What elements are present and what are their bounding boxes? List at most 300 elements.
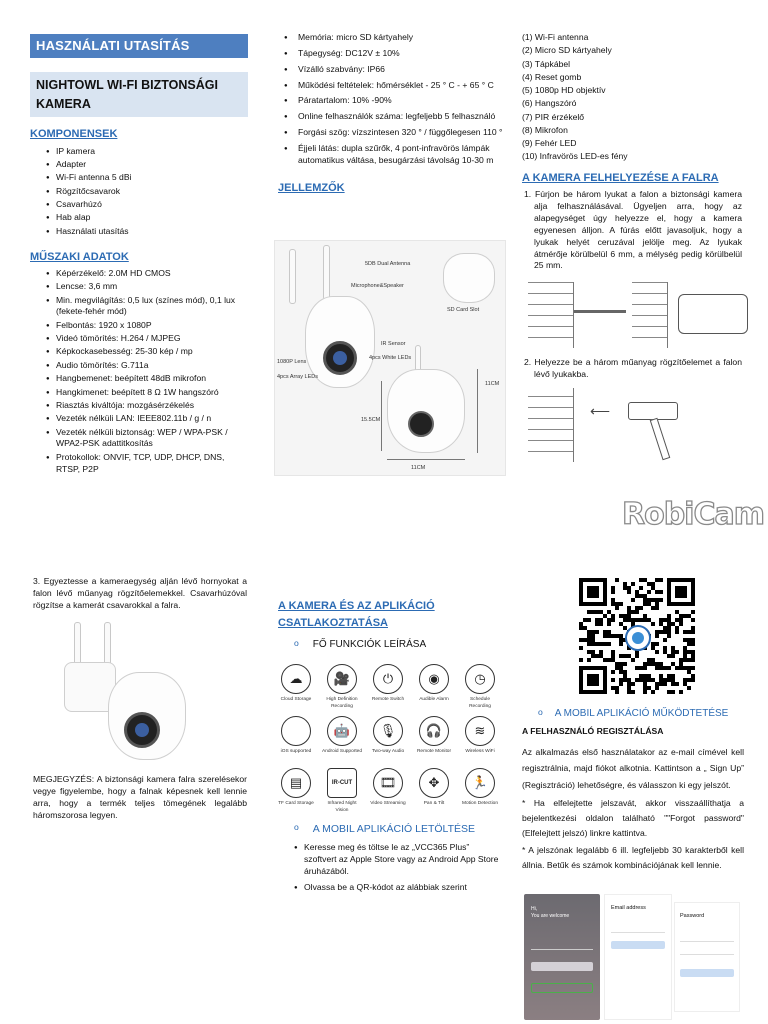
qr-module — [663, 650, 667, 654]
list-item: ● Képérzékelő: 2.0M HD CMOS — [30, 268, 248, 280]
qr-module — [587, 630, 591, 634]
feature-item — [414, 716, 454, 756]
qr-module — [691, 630, 695, 634]
qr-module — [643, 666, 647, 670]
password-input[interactable] — [680, 935, 734, 942]
qr-module — [675, 650, 679, 654]
drill-bit — [574, 310, 626, 313]
qr-module — [643, 662, 647, 666]
qr-module — [623, 586, 627, 590]
qr-module — [647, 618, 651, 622]
qr-module — [647, 582, 651, 586]
qr-module — [667, 630, 671, 634]
qr-module — [659, 678, 663, 682]
qr-module — [691, 654, 695, 658]
list-item: ● Olvassa be a QR-kódot az alábbiak szerint — [278, 882, 503, 894]
qr-module — [635, 618, 639, 622]
list-item: ● Működési feltételek: hőmérséklet - 25 ° C - + 65 ° C — [278, 80, 503, 92]
password-label: Password — [680, 913, 705, 919]
qr-module — [675, 618, 679, 622]
step-3-text: 3. Egyeztesse a kameraegység alján lévő hornyokat a falon lévő műanyag rögzítőelemekkel. Csavarhúzóval rögzítse a kamerát csavarokkal a falra. — [33, 576, 247, 610]
hammer-illustration — [528, 388, 728, 462]
ir-cut-icon: IR-CUT — [327, 768, 357, 798]
qr-module — [619, 670, 623, 674]
qr-module — [679, 662, 683, 666]
qr-module — [615, 606, 619, 610]
qr-module — [683, 650, 687, 654]
list-item: ● Min. megvilágítás: 0,5 lux (színes mód), 0,1 lux (fekete-fehér mód) — [30, 295, 248, 319]
qr-module — [639, 594, 643, 598]
list-item: ● Hangkimenet: beépített 8 Ω 1W hangszóró — [30, 387, 248, 399]
bullet-icon: o — [294, 822, 299, 832]
qr-module — [691, 666, 695, 670]
qr-module — [583, 618, 587, 622]
email-input[interactable] — [611, 925, 665, 933]
qr-module — [655, 682, 659, 686]
qr-module — [611, 678, 615, 682]
list-item: (7) PIR érzékelő — [522, 111, 585, 122]
qr-module — [607, 610, 611, 614]
qr-module — [651, 678, 655, 682]
qr-code-graphic — [578, 576, 696, 696]
qr-module — [667, 666, 671, 670]
features-heading: JELLEMZŐK — [278, 181, 345, 194]
step-2-text: 2. Helyezze be a három műanyag rögzítőelemet a falon lévő lyukakba. — [524, 357, 742, 379]
qr-module — [635, 654, 639, 658]
qr-module — [643, 578, 647, 582]
feature-label: Motion Detection — [462, 801, 498, 806]
list-item: (5) 1080p HD objektív — [522, 85, 606, 95]
feature-item — [276, 664, 316, 704]
qr-module — [655, 630, 659, 634]
feature-label: Audible Alarm — [419, 697, 449, 702]
qr-module — [627, 610, 631, 614]
qr-module — [679, 614, 683, 618]
list-item: ● Memória: micro SD kártyahely — [278, 32, 503, 44]
registration-heading: A FELHASZNÁLÓ REGISZTÁLÁSA — [522, 725, 664, 736]
qr-module — [635, 606, 639, 610]
qr-module — [663, 666, 667, 670]
qr-module — [659, 674, 663, 678]
qr-module — [671, 650, 675, 654]
qr-module — [579, 658, 583, 662]
qr-module — [627, 690, 631, 694]
qr-module — [587, 638, 591, 642]
qr-module — [667, 690, 671, 694]
qr-module — [603, 642, 607, 646]
qr-module — [639, 586, 643, 590]
qr-module — [611, 618, 615, 622]
specs-heading: MŰSZAKI ADATOK — [30, 250, 129, 263]
qr-module — [663, 626, 667, 630]
qr-module — [647, 686, 651, 690]
functions-heading: FŐ FUNKCIÓK LEÍRÁSA — [312, 639, 427, 651]
feature-label: Remote Switch — [371, 697, 405, 702]
list-item: (8) Mikrofon — [522, 124, 568, 135]
list-item: ● Forgási szög: vízszintesen 320 ° / függőlegesen 110 ° — [278, 127, 503, 139]
welcome-input[interactable] — [531, 940, 593, 950]
qr-module — [607, 622, 611, 626]
qr-module — [595, 618, 599, 622]
qr-module — [659, 630, 663, 634]
qr-module — [667, 626, 671, 630]
antenna-left — [289, 249, 296, 304]
qr-module — [635, 610, 639, 614]
qr-module — [595, 642, 599, 646]
qr-module — [623, 614, 627, 618]
password-rules-text: * A jelszónak legalább 6 ill. legfeljebb 30 karakterből kell állnia. Betűk és számok kombinációjának kell lennie. — [522, 845, 744, 871]
feature-label: Schedule Recording — [469, 697, 491, 709]
qr-module — [599, 618, 603, 622]
qr-module — [659, 622, 663, 626]
qr-module — [655, 578, 659, 582]
feature-label: Android Supported — [322, 749, 363, 754]
qr-module — [671, 646, 675, 650]
qr-module — [631, 610, 635, 614]
robicam-logo: RobiCam — [622, 497, 764, 532]
app-heading: A MOBIL APLIKÁCIÓ MŰKÖDTETÉSE — [554, 708, 729, 719]
qr-module — [675, 626, 679, 630]
list-item: (3) Tápkábel — [522, 58, 571, 69]
qr-module — [659, 598, 663, 602]
qr-module — [579, 622, 583, 626]
qr-module — [683, 666, 687, 670]
qr-module — [687, 658, 691, 662]
qr-module — [579, 638, 583, 642]
qr-module — [663, 682, 667, 686]
list-item: ● Használati utasítás — [30, 226, 248, 238]
qr-module — [691, 658, 695, 662]
qr-module — [663, 618, 667, 622]
qr-module — [579, 646, 583, 650]
qr-module — [591, 638, 595, 642]
microphone-icon: 🎙 — [373, 716, 403, 746]
qr-module — [655, 602, 659, 606]
qr-module — [579, 626, 583, 630]
qr-module — [683, 682, 687, 686]
feature-item — [322, 768, 362, 814]
brick-wall-left — [528, 282, 574, 348]
registration-text: Az alkalmazás első használatakor az e-mail címével kell regisztrálnia, majd fiókot alkotnia. Kattintson a „ Sign Up” (Regisztráció) lehetőségre, és válasszon ki egy jelszót. — [522, 746, 744, 791]
qr-module — [691, 610, 695, 614]
password-confirm-input[interactable] — [680, 948, 734, 955]
feature-label: Remote Monitor — [416, 749, 452, 754]
qr-module — [675, 610, 679, 614]
qr-module — [663, 678, 667, 682]
email-next-button[interactable] — [611, 941, 665, 949]
list-item: ● Hangbemenet: beépített 48dB mikrofon — [30, 373, 248, 385]
qr-module — [667, 622, 671, 626]
qr-module — [667, 618, 671, 622]
qr-module — [651, 662, 655, 666]
qr-module — [591, 654, 595, 658]
qr-module — [639, 666, 643, 670]
qr-module — [631, 582, 635, 586]
feature-item — [322, 664, 362, 710]
qr-module — [651, 622, 655, 626]
download-list — [278, 842, 503, 893]
antenna-right — [323, 245, 330, 300]
sign-up-button[interactable] — [531, 983, 593, 993]
list-item: ● Rögzítőcsavarok — [30, 186, 248, 198]
qr-module — [631, 618, 635, 622]
qr-module — [619, 614, 623, 618]
list-item: ● Adapter — [30, 159, 248, 171]
qr-module — [659, 666, 663, 670]
forgot-password-text: * Ha elfelejtette jelszavát, akkor visszaállíthatja a bejelentkezési oldalon található ""Forgot password" (Elfelejtett jelszó) linkre kattintva. — [522, 797, 744, 838]
feature-icon-grid — [276, 664, 506, 816]
qr-module — [671, 682, 675, 686]
video-camera-icon: 🎥 — [327, 664, 357, 694]
qr-module — [587, 650, 591, 654]
qr-module — [639, 678, 643, 682]
list-item: ● Riasztás kiváltója: mozgásérzékelés — [30, 400, 248, 412]
qr-module — [691, 638, 695, 642]
qr-module — [607, 642, 611, 646]
qr-module — [615, 686, 619, 690]
qr-module — [651, 606, 655, 610]
qr-module — [687, 686, 691, 690]
hammer-head — [628, 402, 678, 420]
qr-module — [591, 610, 595, 614]
qr-module — [627, 686, 631, 690]
note-text: MEGJEGYZÉS: A biztonsági kamera falra szerelésekor vegye figyelembe, hogy a falnak képesnek kell lennie arra, hogy a termék teljes tömegének legalább háromszorosa legyen. — [33, 774, 247, 820]
column-6 — [522, 707, 744, 873]
column-3 — [522, 32, 742, 272]
feature-label: Infrared Night Vision — [327, 801, 357, 813]
power-icon: ⏻ — [373, 664, 403, 694]
drill-illustration — [528, 282, 760, 348]
qr-module — [671, 674, 675, 678]
qr-module — [643, 678, 647, 682]
brick-wall-right — [632, 282, 668, 348]
qr-center-lens — [632, 632, 644, 644]
qr-module — [687, 642, 691, 646]
qr-module — [607, 658, 611, 662]
qr-module — [611, 602, 615, 606]
welcome-button[interactable] — [531, 962, 593, 971]
qr-module — [651, 690, 655, 694]
qr-module — [683, 614, 687, 618]
qr-module — [623, 626, 627, 630]
dimension-line-horizontal — [387, 459, 465, 460]
bullet-icon: o — [294, 638, 299, 649]
parts-list — [522, 32, 742, 163]
lens-center — [333, 351, 347, 365]
qr-module — [627, 682, 631, 686]
qr-module — [611, 654, 615, 658]
feature-item — [460, 768, 500, 808]
qr-module — [631, 658, 635, 662]
qr-module — [643, 614, 647, 618]
qr-module — [607, 634, 611, 638]
camera-features-diagram — [274, 240, 506, 476]
qr-finder — [675, 586, 687, 598]
list-item: ● Páratartalom: 10% -90% — [278, 95, 503, 107]
qr-module — [659, 682, 663, 686]
label-white-leds: 4pcs White LEDs — [369, 355, 412, 361]
qr-module — [615, 602, 619, 606]
qr-module — [647, 602, 651, 606]
qr-module — [639, 578, 643, 582]
qr-module — [587, 658, 591, 662]
qr-module — [667, 678, 671, 682]
qr-module — [631, 622, 635, 626]
qr-module — [599, 610, 603, 614]
qr-module — [663, 646, 667, 650]
qr-module — [591, 634, 595, 638]
qr-module — [627, 614, 631, 618]
feature-label: Wireless WiFi — [465, 749, 495, 754]
feature-label: Video Streaming — [370, 801, 406, 806]
qr-module — [663, 630, 667, 634]
qr-module — [639, 606, 643, 610]
qr-module — [623, 618, 627, 622]
qr-module — [643, 594, 647, 598]
qr-module — [651, 642, 655, 646]
qr-module — [691, 678, 695, 682]
qr-module — [655, 686, 659, 690]
qr-module — [643, 598, 647, 602]
qr-module — [631, 598, 635, 602]
qr-module — [655, 598, 659, 602]
android-icon: 🤖 — [327, 716, 357, 746]
list-item: ● Audio tömörítés: G.711a — [30, 360, 248, 372]
qr-module — [655, 606, 659, 610]
column-5 — [278, 598, 503, 652]
feature-label: Two-way Audio — [371, 749, 405, 754]
qr-module — [647, 662, 651, 666]
list-item: ● Éjjeli látás: dupla szűrők, 4 pont-infravörös lámpák automatikus váltása, besugárzási távolság 10-30 m — [278, 143, 503, 167]
list-item: ● Wi-Fi antenna 5 dBi — [30, 172, 248, 184]
list-item: (4) Reset gomb — [522, 71, 582, 82]
welcome-hi: Hi, — [531, 906, 538, 912]
list-item: ● Online felhasználók száma: legfeljebb 5 felhasználó — [278, 111, 503, 123]
label-width: 11CM — [411, 465, 426, 471]
qr-module — [611, 590, 615, 594]
qr-module — [607, 618, 611, 622]
qr-module — [651, 646, 655, 650]
qr-module — [603, 630, 607, 634]
qr-module — [603, 658, 607, 662]
specs-list — [30, 268, 248, 476]
qr-module — [611, 658, 615, 662]
qr-module — [659, 618, 663, 622]
qr-module — [687, 614, 691, 618]
list-item: ● Képkockasebesség: 25-30 kép / mp — [30, 346, 248, 358]
qr-module — [647, 598, 651, 602]
qr-module — [595, 630, 599, 634]
list-item: ● Keresse meg és töltse le az „VCC365 Plus” szoftvert az Apple Store vagy az Android App Store áruházából. — [278, 842, 503, 878]
qr-module — [599, 642, 603, 646]
feature-item — [368, 716, 408, 756]
qr-module — [643, 682, 647, 686]
qr-module — [591, 642, 595, 646]
label-lens: 1080P Lens — [277, 359, 307, 365]
list-item: (1) Wi-Fi antenna — [522, 32, 589, 42]
wifi-icon: ≋ — [465, 716, 495, 746]
list-item: ● Tápegység: DC12V ± 10% — [278, 48, 503, 60]
feature-item — [276, 716, 316, 756]
motion-icon: 🏃 — [465, 768, 495, 798]
qr-module — [655, 650, 659, 654]
step-1-text: 1. Fúrjon be három lyukat a falon a biztonsági kamera alja felhasználásával. Ügyeljen arra, hogy az alapegységet úgy helyezze el, hogy a kamera egyenesen álljon. A fúrás előtt javasoljuk, hogy a lyukak helyét ceruzával jelölje meg. Az lyukak átmérője körülbelül 6 mm, a mélység pedig körülbelül 25 mm. — [524, 189, 742, 271]
qr-module — [667, 654, 671, 658]
list-item: (6) Hangszóró — [522, 98, 577, 109]
components-heading: KOMPONENSEK — [30, 128, 118, 141]
feature-label: iOS supported — [280, 749, 312, 754]
bullet-icon: o — [538, 707, 543, 717]
qr-module — [691, 618, 695, 622]
hammer-handle — [650, 418, 671, 460]
list-item: ● Vízálló szabvány: IP66 — [278, 64, 503, 76]
qr-module — [671, 662, 675, 666]
qr-module — [611, 686, 615, 690]
list-item: ● Vezeték nélküli biztonság: WEP / WPA-PSK / WPA2-PSK adattitkosítás — [30, 427, 248, 451]
feature-item — [322, 716, 362, 756]
feature-item — [276, 768, 316, 808]
qr-module — [679, 666, 683, 670]
download-heading-row — [278, 822, 503, 836]
qr-module — [647, 658, 651, 662]
qr-module — [615, 578, 619, 582]
qr-module — [683, 654, 687, 658]
qr-module — [619, 682, 623, 686]
list-item: ● Vezeték nélküli LAN: IEEE802.11b / g / n — [30, 413, 248, 425]
components-list — [30, 146, 248, 238]
qr-module — [691, 650, 695, 654]
qr-module — [655, 642, 659, 646]
qr-module — [583, 638, 587, 642]
app-heading-row — [522, 707, 744, 721]
qr-module — [607, 630, 611, 634]
qr-module — [643, 602, 647, 606]
qr-module — [683, 678, 687, 682]
qr-module — [599, 622, 603, 626]
app-screenshots — [524, 894, 746, 1020]
qr-module — [687, 638, 691, 642]
qr-module — [687, 666, 691, 670]
feature-item — [460, 716, 500, 756]
qr-module — [619, 638, 623, 642]
phone-email-screen — [604, 894, 672, 1020]
qr-module — [599, 654, 603, 658]
feature-label: High Definition Recording — [326, 697, 358, 709]
qr-module — [623, 654, 627, 658]
label-array-leds: 4pcs Array LEDs — [277, 374, 318, 380]
qr-module — [671, 690, 675, 694]
qr-module — [583, 626, 587, 630]
password-submit-button[interactable] — [680, 969, 734, 977]
sd-card-icon: ▤ — [281, 768, 311, 798]
headphones-icon: 🎧 — [419, 716, 449, 746]
qr-module — [679, 618, 683, 622]
dimension-line-vertical — [477, 369, 478, 453]
qr-module — [655, 634, 659, 638]
qr-module — [615, 662, 619, 666]
clock-icon: ◷ — [465, 664, 495, 694]
list-item: (2) Micro SD kártyahely — [522, 45, 612, 56]
qr-module — [635, 666, 639, 670]
qr-module — [651, 586, 655, 590]
qr-module — [691, 626, 695, 630]
qr-module — [599, 650, 603, 654]
dimension-line-depth — [381, 381, 382, 451]
qr-module — [691, 674, 695, 678]
welcome-text: You are welcome — [531, 912, 570, 919]
manual-header: HASZNÁLATI UTASÍTÁS — [30, 34, 248, 58]
alarm-icon: ◉ — [419, 664, 449, 694]
